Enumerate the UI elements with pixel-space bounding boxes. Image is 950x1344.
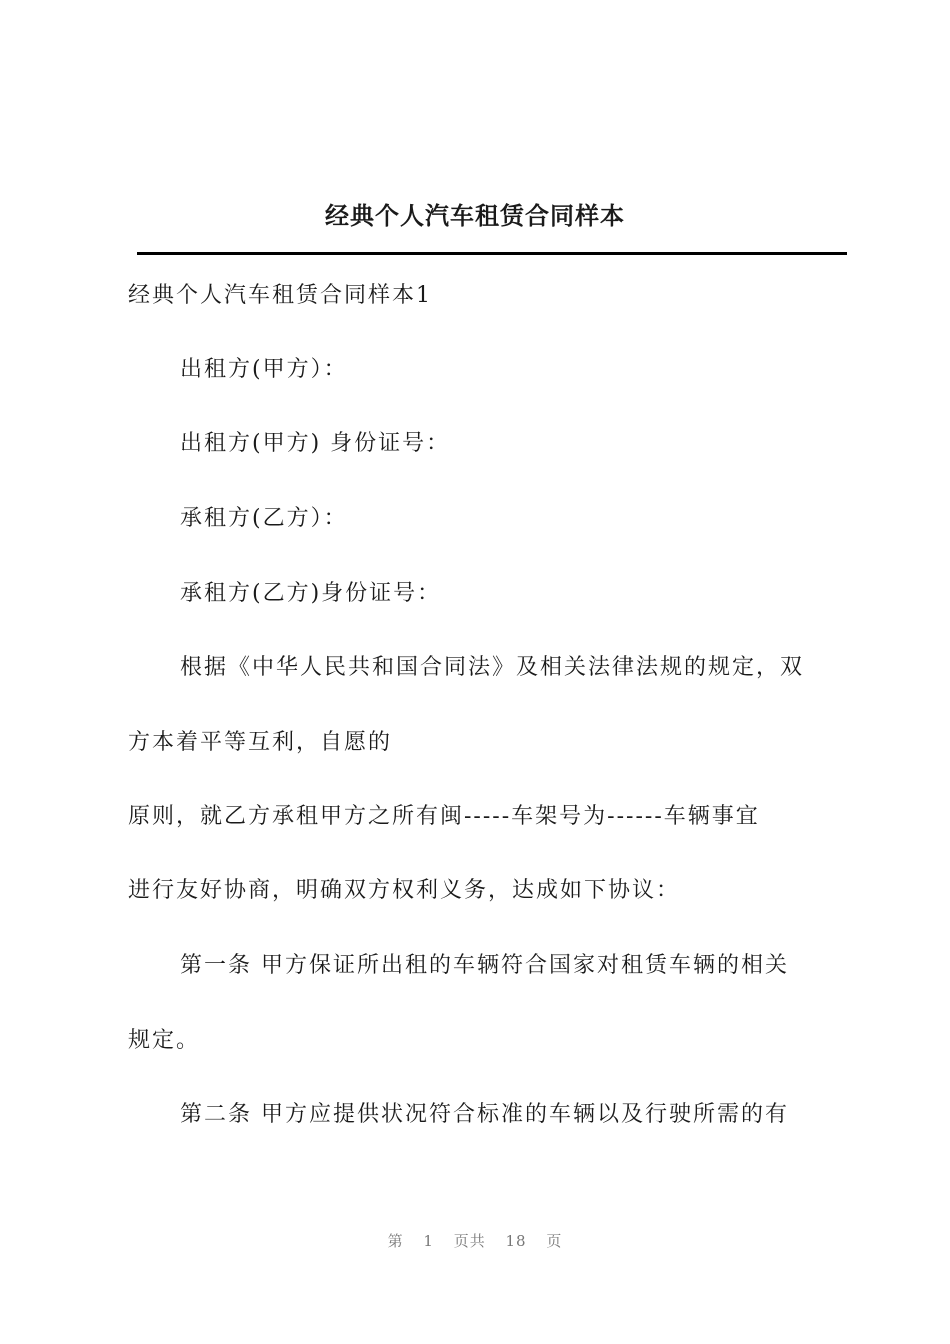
paragraph-line: 承租方(乙方)身份证号：	[180, 581, 442, 606]
document-title: 经典个人汽车租赁合同样本	[325, 201, 625, 230]
paragraph-line: 原则，就乙方承租甲方之所有闽-----车架号为------车辆事宜	[128, 804, 760, 829]
footer-total-pages: 18	[505, 1232, 527, 1250]
footer-page-number: 1	[423, 1232, 434, 1250]
footer-middle: 页共	[453, 1232, 486, 1250]
footer-suffix: 页	[546, 1232, 563, 1250]
paragraph-line: 承租方(乙方）：	[180, 506, 348, 531]
paragraph-line: 方本着平等互利，自愿的	[128, 730, 393, 755]
footer-prefix: 第	[387, 1232, 404, 1250]
paragraph-line: 第二条 甲方应提供状况符合标准的车辆以及行驶所需的有	[180, 1102, 789, 1127]
title-divider	[137, 252, 847, 255]
paragraph-line: 出租方(甲方）：	[180, 357, 348, 382]
paragraph-line: 规定。	[128, 1028, 201, 1053]
page-footer	[0, 1230, 950, 1251]
document-subtitle: 经典个人汽车租赁合同样本1	[128, 283, 432, 308]
paragraph-line: 第一条 甲方保证所出租的车辆符合国家对租赁车辆的相关	[180, 953, 789, 978]
paragraph-line: 进行友好协商，明确双方权利义务，达成如下协议：	[128, 878, 681, 903]
paragraph-line: 根据《中华人民共和国合同法》及相关法律法规的规定，双	[180, 655, 805, 680]
paragraph-line: 出租方(甲方) 身份证号：	[180, 431, 451, 456]
